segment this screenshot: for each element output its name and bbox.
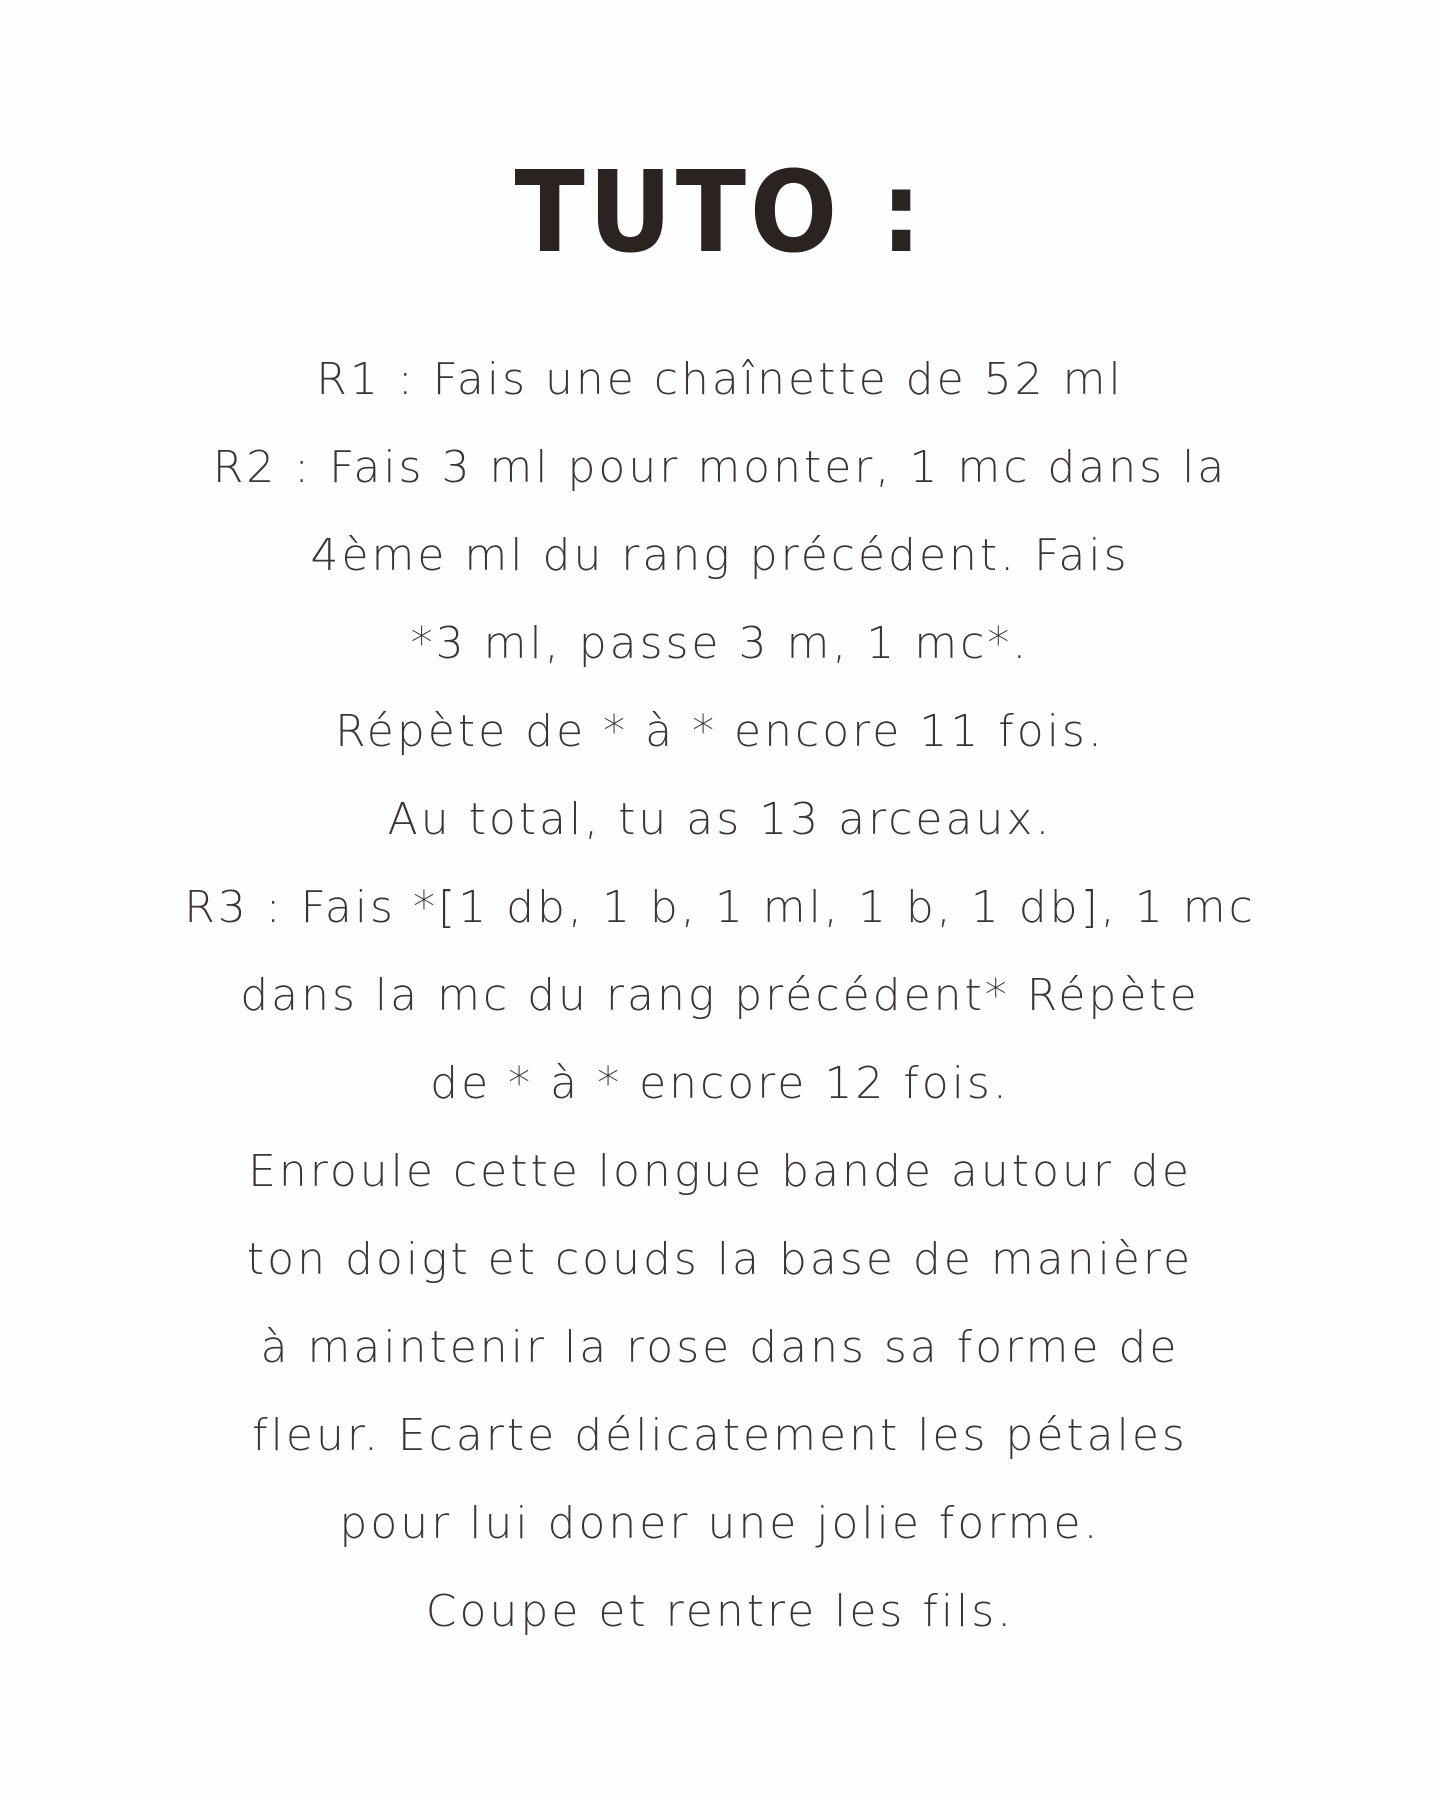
instruction-line-9: de * à * encore 12 fois. (430, 1058, 1010, 1109)
instruction-line-12: à maintenir la rose dans sa forme de (260, 1322, 1180, 1373)
instruction-line-10: Enroule cette longue bande autour de (248, 1146, 1192, 1197)
instruction-line-6: Au total, tu as 13 arceaux. (387, 794, 1053, 845)
instruction-line-4: *3 ml, passe 3 m, 1 mc*. (410, 618, 1030, 669)
instruction-line-2: R2 : Fais 3 ml pour monter, 1 mc dans la (212, 442, 1228, 493)
page-title: TUTO : (514, 148, 926, 278)
instruction-line-8: dans la mc du rang précédent* Répète (240, 970, 1200, 1021)
instruction-line-7: R3 : Fais *[1 db, 1 b, 1 ml, 1 b, 1 db], 1 mc (184, 882, 1256, 933)
instruction-line-13: fleur. Ecarte délicatement les pétales (252, 1410, 1188, 1461)
instructions-text (150, 336, 1290, 1656)
instruction-line-3: 4ème ml du rang précédent. Fais (310, 530, 1130, 581)
instruction-line-11: ton doigt et couds la base de manière (246, 1234, 1194, 1285)
instruction-line-1: R1 : Fais une chaînette de 52 ml (316, 354, 1124, 405)
instruction-line-14: pour lui doner une jolie forme. (339, 1498, 1101, 1549)
instruction-line-5: Répète de * à * encore 11 fois. (335, 706, 1105, 757)
instruction-line-15: Coupe et rentre les fils. (425, 1586, 1015, 1637)
